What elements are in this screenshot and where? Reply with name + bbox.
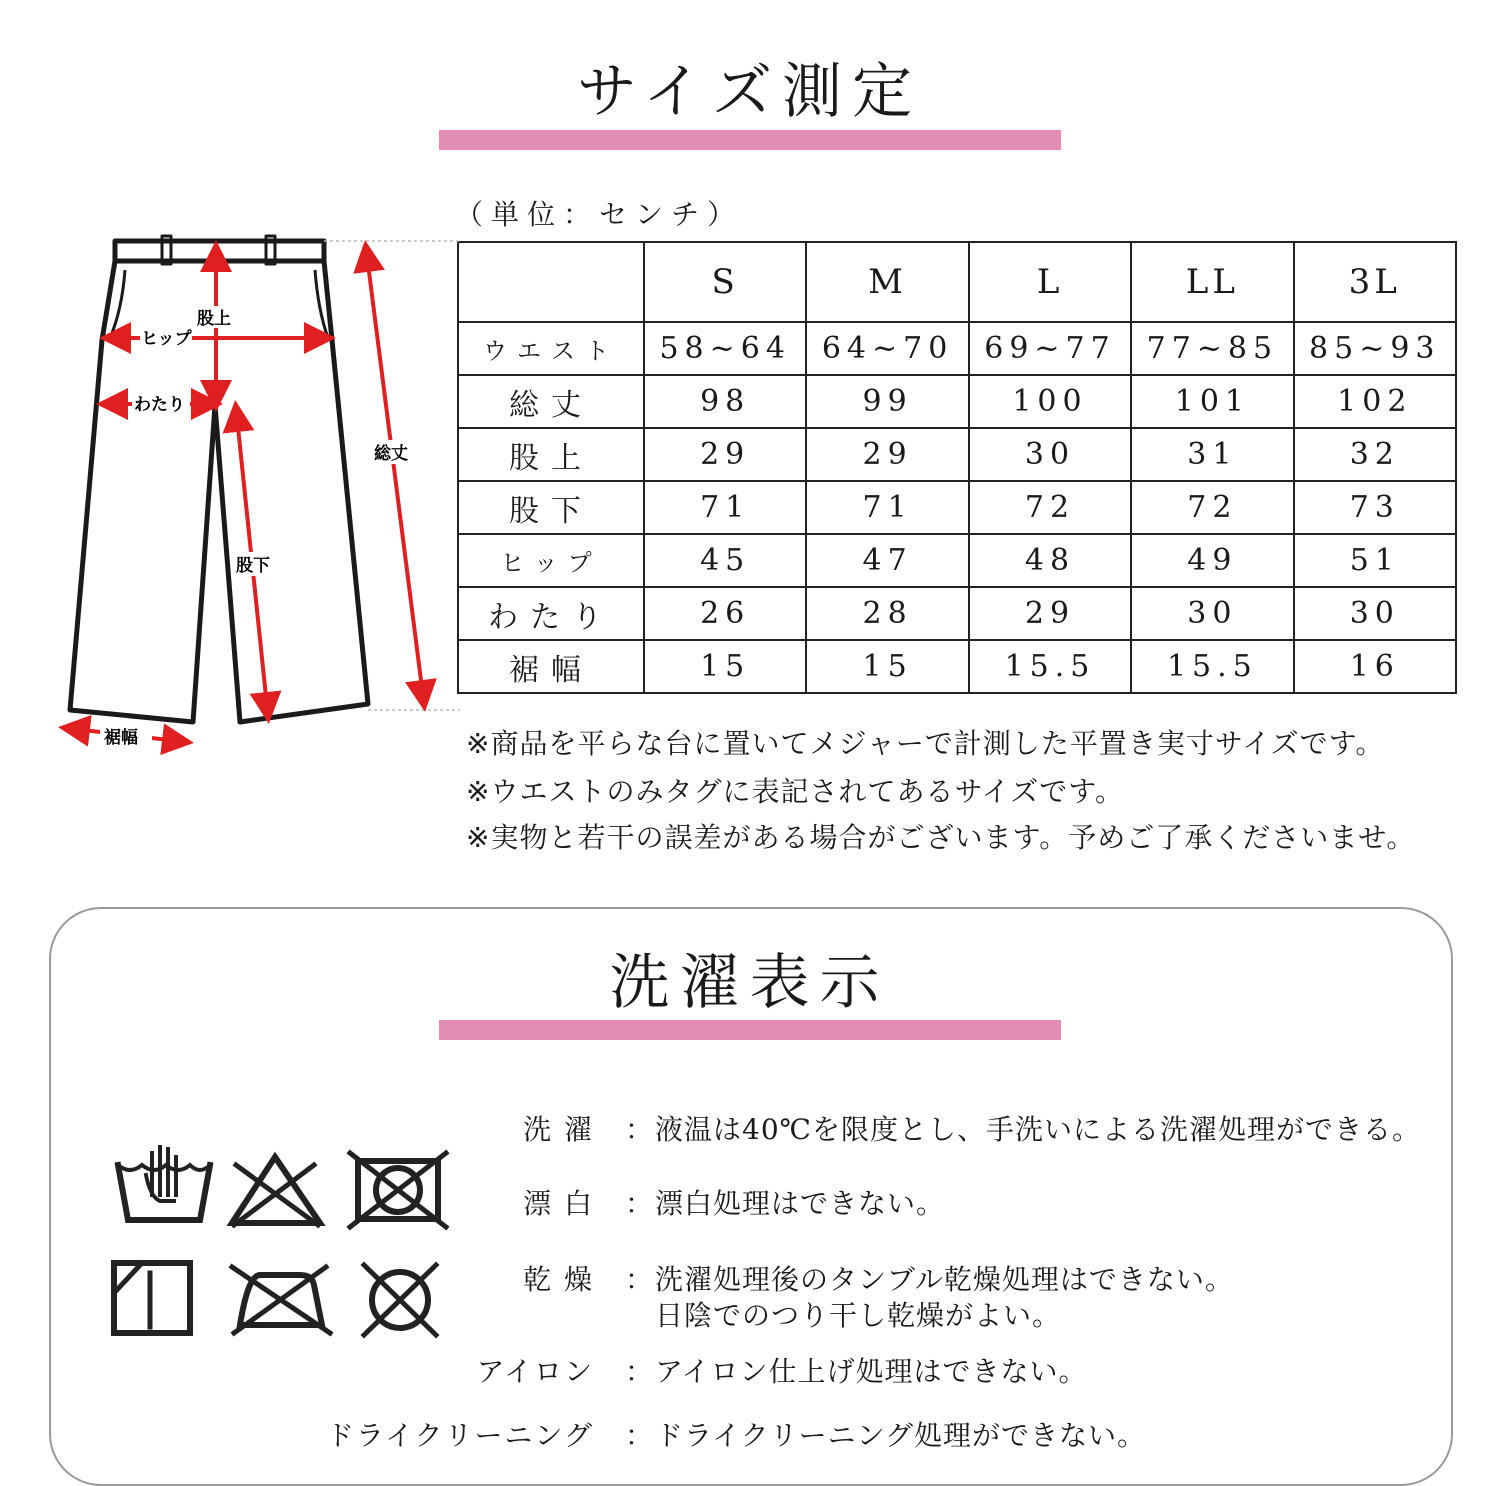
care-desc: ドライクリーニング処理ができない。 (655, 1419, 1147, 1452)
table-cell: 15 (644, 640, 806, 693)
table-cell: 47 (806, 534, 968, 587)
care-label: アイロン (476, 1355, 594, 1388)
table-cell: 100 (969, 375, 1131, 428)
table-cell: 30 (1131, 587, 1293, 640)
table-cell: 72 (969, 481, 1131, 534)
title-accent-bar (439, 1020, 1061, 1040)
table-cell: 28 (806, 587, 968, 640)
size-header-cell: M (806, 242, 968, 322)
table-row (458, 322, 1456, 375)
title-accent-bar (439, 130, 1061, 150)
size-header-cell: LL (1131, 242, 1293, 322)
size-title: サイズ測定 (576, 57, 923, 127)
care-label: ドライクリーニング (325, 1419, 594, 1452)
table-cell: 15 (806, 640, 968, 693)
care-desc: 日陰でのつり干し乾燥がよい。 (655, 1299, 1062, 1332)
table-cell: 29 (806, 428, 968, 481)
table-cell: 71 (644, 481, 806, 534)
pants-measurement-diagram (0, 220, 460, 760)
hip-label: ヒップ (141, 329, 192, 349)
row-label: ウエスト (458, 322, 644, 375)
table-row (458, 428, 1456, 481)
table-cell: 15.5 (1131, 640, 1293, 693)
table-cell: 99 (806, 375, 968, 428)
table-cell: 31 (1131, 428, 1293, 481)
table-row (458, 640, 1456, 693)
table-cell: 69~77 (969, 322, 1131, 375)
table-cell: 49 (1131, 534, 1293, 587)
table-cell: 73 (1294, 481, 1456, 534)
size-header-cell: L (969, 242, 1131, 322)
size-table (457, 241, 1457, 694)
care-colon: ： (625, 1419, 654, 1452)
table-cell: 58~64 (644, 322, 806, 375)
care-colon: ： (625, 1187, 654, 1220)
row-label: わたり (458, 587, 644, 640)
note-line: ※ウエストのみタグに表記されてあるサイズです。 (466, 775, 1124, 808)
table-cell: 101 (1131, 375, 1293, 428)
table-cell: 48 (969, 534, 1131, 587)
table-row (458, 587, 1456, 640)
care-colon: ： (625, 1113, 654, 1146)
length-label: 総丈 (374, 444, 408, 464)
care-desc: 液温は40℃を限度とし、手洗いによる洗濯処理ができる。 (655, 1113, 1421, 1146)
care-colon: ： (625, 1355, 654, 1388)
row-label: 総丈 (458, 375, 644, 428)
table-corner-cell (458, 242, 644, 322)
size-header-cell: S (644, 242, 806, 322)
care-label: 漂 白 (523, 1187, 594, 1220)
care-desc: 漂白処理はできない。 (655, 1187, 946, 1220)
care-list (0, 1108, 1499, 1468)
inseam-label: 股下 (236, 556, 270, 576)
size-header-cell: 3L (1294, 242, 1456, 322)
measurement-arrows (66, 248, 424, 742)
table-row (458, 375, 1456, 428)
care-label: 乾 燥 (523, 1263, 594, 1296)
note-line: ※商品を平らな台に置いてメジャーで計測した平置き実寸サイズです。 (466, 727, 1385, 760)
hem-label: 裾幅 (104, 728, 138, 748)
table-cell: 30 (1294, 587, 1456, 640)
thigh-label: わたり (134, 395, 185, 415)
care-title: 洗濯表示 (609, 948, 890, 1018)
table-header-row (458, 242, 1456, 322)
length-arrow (366, 248, 424, 704)
table-cell: 85~93 (1294, 322, 1456, 375)
table-cell: 16 (1294, 640, 1456, 693)
table-row (458, 481, 1456, 534)
rise-label: 股上 (197, 309, 231, 329)
table-cell: 30 (969, 428, 1131, 481)
care-desc: 洗濯処理後のタンブル乾燥処理はできない。 (655, 1263, 1234, 1296)
row-label: 股上 (458, 428, 644, 481)
table-cell: 77~85 (1131, 322, 1293, 375)
care-desc: アイロン仕上げ処理はできない。 (655, 1355, 1088, 1388)
table-cell: 45 (644, 534, 806, 587)
care-label: 洗 濯 (523, 1113, 594, 1146)
unit-label: （単位：センチ） (455, 198, 744, 231)
table-cell: 71 (806, 481, 968, 534)
table-cell: 29 (644, 428, 806, 481)
care-colon: ： (625, 1263, 654, 1296)
table-cell: 64~70 (806, 322, 968, 375)
row-label: 股下 (458, 481, 644, 534)
table-cell: 15.5 (969, 640, 1131, 693)
note-line: ※実物と若干の誤差がある場合がございます。予めご了承くださいませ。 (466, 821, 1416, 854)
table-cell: 26 (644, 587, 806, 640)
table-cell: 51 (1294, 534, 1456, 587)
row-label: ヒップ (458, 534, 644, 587)
table-cell: 98 (644, 375, 806, 428)
table-cell: 32 (1294, 428, 1456, 481)
row-label: 裾幅 (458, 640, 644, 693)
table-cell: 72 (1131, 481, 1293, 534)
table-row (458, 534, 1456, 587)
table-cell: 102 (1294, 375, 1456, 428)
table-cell: 29 (969, 587, 1131, 640)
